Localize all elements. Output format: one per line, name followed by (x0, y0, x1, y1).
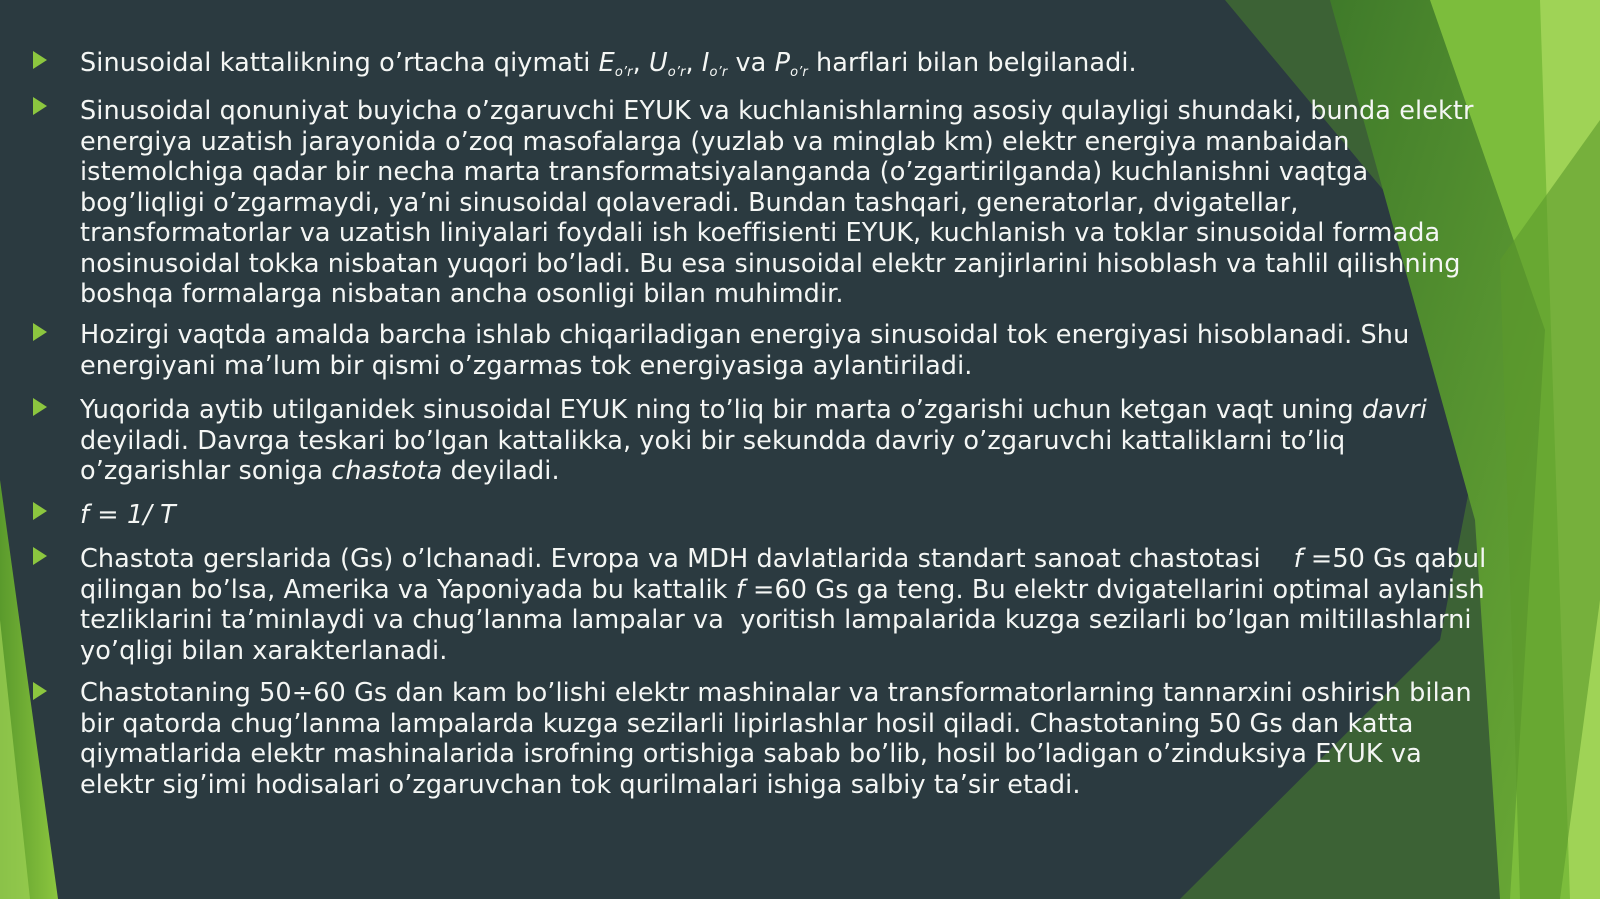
text-run: Yuqorida aytib utilganidek sinusoidal EYUK ning to’liq bir marta o’zgarishi uchun ketgan vaqt uning (80, 395, 1362, 425)
text-run: deyiladi. (442, 456, 560, 486)
bullet-marker-icon (33, 51, 47, 69)
bullet-text-3 (80, 320, 1520, 381)
text-line: istemolchiga qadar bir necha marta transformatsiyalanganda (o’zgartirilganda) kuchlanishni vaqtga (80, 157, 1369, 187)
term-davri: davri (1361, 395, 1427, 425)
bullet-text-5 (80, 500, 1520, 531)
bullet-text-6 (80, 544, 1520, 666)
text-line: boshqa formalarga nisbatan ancha osonligi bilan muhimdir. (80, 279, 844, 309)
text-run: harflari bilan belgilanadi. (807, 48, 1137, 78)
bullet-text-1 (80, 48, 1520, 84)
subscript: o’r (667, 65, 686, 80)
symbol-e: E (598, 48, 615, 78)
bullet-marker-icon (33, 97, 47, 115)
text-line: transformatorlar va uzatish liniyalari foydali ish koeffisienti EYUK, kuchlanish va toklar sinusoidal formada (80, 218, 1441, 248)
formula: f = 1/ T (80, 500, 176, 530)
text-run: va (727, 48, 775, 78)
text-run: , (632, 48, 649, 78)
bullet-text-4 (80, 395, 1520, 487)
text-run: o’zgarishlar soniga (80, 456, 332, 486)
term-chastota: chastota (331, 456, 443, 486)
bullet-text-7 (80, 678, 1520, 800)
text-line: Sinusoidal qonuniyat buyicha o’zgaruvchi EYUK va kuchlanishlarning asosiy qulayligi shundaki, bunda elektr (80, 96, 1474, 126)
subscript: o’r (790, 65, 808, 80)
text-run: , (685, 48, 702, 78)
symbol-f: f (735, 574, 745, 605)
bullet-marker-icon (33, 502, 47, 520)
bullet-marker-icon (33, 547, 47, 565)
symbol-f: f (1293, 544, 1303, 574)
text-line: Hozirgi vaqtda amalda barcha ishlab chiqariladigan energiya sinusoidal tok energiyasi hisoblanadi. Shu (80, 320, 1410, 350)
text-line: yo’qligi bilan xarakterlanadi. (80, 635, 448, 666)
symbol-i: I (701, 48, 710, 78)
subscript: o’r (709, 65, 728, 80)
text-line: deyiladi. Davrga teskari bo’lgan kattalikka, yoki bir sekundda davriy o’zgaruvchi kattaliklarni to’liq (80, 425, 1346, 456)
text-line: qiymatlarida elektr mashinalarida isrofning ortishiga sabab bo’lib, hosil bo’ladigan o’zinduksiya EYUK va (80, 739, 1422, 769)
text-run: =50 Gs qabul (1302, 544, 1487, 574)
text-line: energiya uzatish jarayonida o’zoq masofalarga (yuzlab va minglab km) elektr energiya manbaidan (80, 126, 1350, 157)
text-line: nosinusoidal tokka nisbatan yuqori bo’ladi. Bu esa sinusoidal elektr zanjirlarini hisoblash va tahlil qilishning (80, 248, 1461, 279)
bullet-marker-icon (33, 398, 47, 416)
text-run: Sinusoidal kattalikning o’rtacha qiymati (80, 48, 599, 78)
bullet-marker-icon (33, 323, 47, 341)
subscript: o’r (614, 65, 633, 80)
symbol-u: U (649, 48, 668, 78)
text-line: Chastotaning 50÷60 Gs dan kam bo’lishi elektr mashinalar va transformatorlarning tannarxini oshirish bilan (80, 678, 1472, 708)
text-line: energiyani ma’lum bir qismi o’zgarmas tok energiyasiga aylantiriladi. (80, 350, 973, 381)
text-line: bir qatorda chug’lanma lampalarda kuzga sezilarli lipirlashlar hosil qiladi. Chastotaning 50 Gs dan katta (80, 708, 1414, 739)
text-run: Chastota gerslarida (Gs) o’lchanadi. Evropa va MDH davlatlarida standart sanoat chastotasi (80, 544, 1294, 574)
symbol-p: P (774, 48, 791, 78)
bullet-marker-icon (33, 682, 47, 700)
text-line: bog’liqligi o’zgarmaydi, ya’ni sinusoidal qolaveradi. Bundan tashqari, generatorlar, dvigatellar, (80, 187, 1299, 218)
text-run: qilingan bo’lsa, Amerika va Yaponiyada bu kattalik (80, 574, 736, 605)
bullet-text-2 (80, 96, 1520, 310)
text-line: elektr sig’imi hodisalari o’zgaruvchan tok qurilmalari ishiga salbiy ta’sir etadi. (80, 769, 1081, 800)
text-run: =60 Gs ga teng. Bu elektr dvigatellarini optimal aylanish (744, 574, 1485, 605)
text-line: tezliklarini ta’minlaydi va chug’lanma lampalar va yoritish lampalarida kuzga sezilarli bo’lgan miltillashlarni (80, 605, 1472, 635)
